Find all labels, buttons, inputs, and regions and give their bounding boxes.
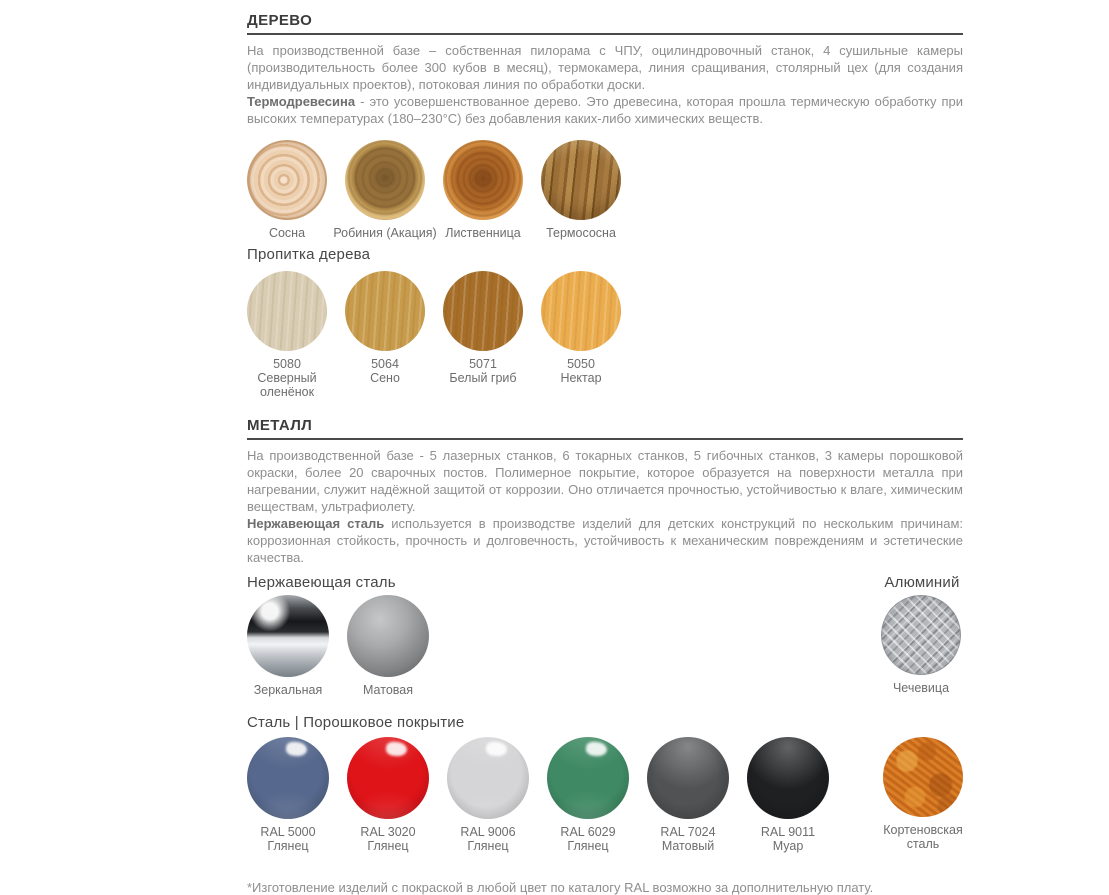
swatch-label: Сосна xyxy=(268,226,306,240)
stain-name: Сено xyxy=(370,371,400,385)
ral-finish: Глянец xyxy=(467,839,509,853)
impregnation-section xyxy=(247,246,963,399)
stainless-swatch-mirror xyxy=(247,595,329,697)
stainless-steel-title: Нержавеющая сталь xyxy=(247,574,396,591)
metal-section-title: МЕТАЛЛ xyxy=(247,417,313,434)
powder-swatch-ral9011 xyxy=(747,737,829,853)
swatch-label xyxy=(636,825,740,853)
stain-code: 5071 xyxy=(469,357,497,371)
ral-finish: Муар xyxy=(772,839,804,853)
ral-code: RAL 9011 xyxy=(760,825,816,839)
stain-code: 5064 xyxy=(371,357,399,371)
stain-name: Белый гриб xyxy=(449,371,517,385)
swatch-label xyxy=(235,357,339,399)
metal-paragraph-bold-lead: Нержавеющая сталь xyxy=(247,516,385,531)
wood-section xyxy=(247,12,963,240)
swatch-label: Лиственница xyxy=(445,226,521,240)
ral3020-swatch-image xyxy=(347,737,429,819)
stain-5064-swatch-image xyxy=(345,271,425,351)
thermopine-swatch-image xyxy=(541,140,621,220)
stain-name: Нектар xyxy=(560,371,602,385)
checker-plate-swatch-image xyxy=(881,595,961,675)
swatch-label: Термососна xyxy=(546,226,616,240)
ral-finish: Глянец xyxy=(267,839,309,853)
metal-paragraph2-text: используется в производстве изделий для детских конструкций по нескольким причинам: коррозионная стойкость, прочность и долговечность, устойчивость к механическим повреждениям и эстетические качества. xyxy=(247,516,964,565)
impregnation-title: Пропитка дерева xyxy=(247,246,371,263)
ral-footnote: *Изготовление изделий с покраской в любой цвет по каталогу RAL возможно за дополнительную плату. xyxy=(247,880,874,895)
powder-coating-title: Сталь | Порошковое покрытие xyxy=(247,714,465,731)
stainless-swatch-row xyxy=(247,595,429,697)
wood-paragraph-text: На производственной базе – собственная пилорама с ЧПУ, оцилиндровочный станок, 4 сушильные камеры (производительность более 300 кубов в месяц), термокамера, линия сращивания, столярный цех (для создания индивидуальных проектов), потоковая линия по обработки доски. xyxy=(247,43,963,92)
impregnation-swatch-row xyxy=(247,271,963,399)
swatch-label xyxy=(333,357,437,385)
matte-steel-swatch-image xyxy=(347,595,429,677)
powder-swatch-ral7024 xyxy=(647,737,729,853)
wood-swatch-larch xyxy=(443,140,523,240)
ral-finish: Матовый xyxy=(661,839,715,853)
stain-code: 5080 xyxy=(273,357,301,371)
wood-paragraph-bold-lead: Термодревесина xyxy=(247,94,356,109)
powder-swatch-ral5000 xyxy=(247,737,329,853)
stain-5071-swatch-image xyxy=(443,271,523,351)
swatch-label: Чечевица xyxy=(892,681,950,695)
ral-finish: Глянец xyxy=(567,839,609,853)
ral9006-swatch-image xyxy=(447,737,529,819)
aluminum-title: Алюминий xyxy=(884,574,960,591)
robinia-swatch-image xyxy=(345,140,425,220)
corten-steel-swatch-image xyxy=(883,737,963,817)
ral7024-swatch-image xyxy=(647,737,729,819)
stainless-swatch-matte xyxy=(347,595,429,697)
larch-swatch-image xyxy=(443,140,523,220)
metal-section-divider xyxy=(247,438,963,440)
metal-swatches-row xyxy=(247,574,963,697)
wood-section-title: ДЕРЕВО xyxy=(247,12,313,29)
impregnation-swatch-5080 xyxy=(247,271,327,399)
swatch-label xyxy=(236,825,340,853)
swatch-label xyxy=(436,825,540,853)
wood-paragraph2-text: - это усовершенствованное дерево. Это древесина, которая прошла термическую обработку при высоких температурах (180–230°С) без добавления каких-либо химических веществ. xyxy=(247,94,963,126)
wood-swatch-thermopine xyxy=(541,140,621,240)
powder-swatch-row xyxy=(247,737,963,853)
ral-code: RAL 5000 xyxy=(260,825,316,839)
impregnation-swatch-5071 xyxy=(443,271,523,399)
ral9011-swatch-image xyxy=(747,737,829,819)
stain-5050-swatch-image xyxy=(541,271,621,351)
ral-code: RAL 7024 xyxy=(660,825,716,839)
wood-swatch-robinia xyxy=(333,140,437,240)
stain-code: 5050 xyxy=(567,357,595,371)
wood-section-divider xyxy=(247,33,963,35)
ral-code: RAL 6029 xyxy=(560,825,616,839)
stain-name: Северный оленёнок xyxy=(257,371,317,399)
swatch-label: Кортеновская сталь xyxy=(883,823,963,851)
ral-finish: Глянец xyxy=(367,839,409,853)
stain-5080-swatch-image xyxy=(247,271,327,351)
pine-swatch-image xyxy=(247,140,327,220)
powder-swatch-ral6029 xyxy=(547,737,629,853)
aluminum-swatch-checker xyxy=(881,595,961,695)
wood-swatch-row xyxy=(247,140,963,240)
impregnation-swatch-5050 xyxy=(541,271,621,399)
wood-swatch-pine xyxy=(247,140,327,240)
metal-section xyxy=(247,417,963,697)
metal-paragraph-text: На производственной базе - 5 лазерных станков, 6 токарных станков, 5 гибочных станков, 3 камеры порошковой окраски, более 20 сварочных постов. Полимерное покрытие, которое образуется на поверхности металла при нагревании, служит надёжной защитой от коррозии. Оно отличается прочностью, устойчивостью к влаге, химическим веществам, ультрафиолету. xyxy=(247,448,963,514)
swatch-label: Матовая xyxy=(363,683,413,697)
swatch-label xyxy=(336,825,440,853)
swatch-label xyxy=(536,825,640,853)
aluminum-swatch-row xyxy=(881,595,963,695)
ral5000-swatch-image xyxy=(247,737,329,819)
ral-code: RAL 3020 xyxy=(360,825,416,839)
powder-swatch-ral3020 xyxy=(347,737,429,853)
swatch-label xyxy=(529,357,633,385)
corten-steel-swatch xyxy=(883,737,963,853)
impregnation-swatch-5064 xyxy=(345,271,425,399)
swatch-label: Зеркальная xyxy=(253,683,323,697)
powder-swatch-ral9006 xyxy=(447,737,529,853)
swatch-label xyxy=(736,825,840,853)
stainless-steel-group xyxy=(247,574,429,697)
page-content xyxy=(247,12,963,895)
wood-paragraph xyxy=(247,42,963,127)
powder-coating-section xyxy=(247,714,963,853)
aluminum-group xyxy=(881,574,963,695)
metal-paragraph xyxy=(247,447,963,566)
ral-code: RAL 9006 xyxy=(460,825,516,839)
swatch-label xyxy=(431,357,535,385)
mirror-steel-swatch-image xyxy=(247,595,329,677)
swatch-label: Робиния (Акация) xyxy=(333,226,437,240)
ral6029-swatch-image xyxy=(547,737,629,819)
